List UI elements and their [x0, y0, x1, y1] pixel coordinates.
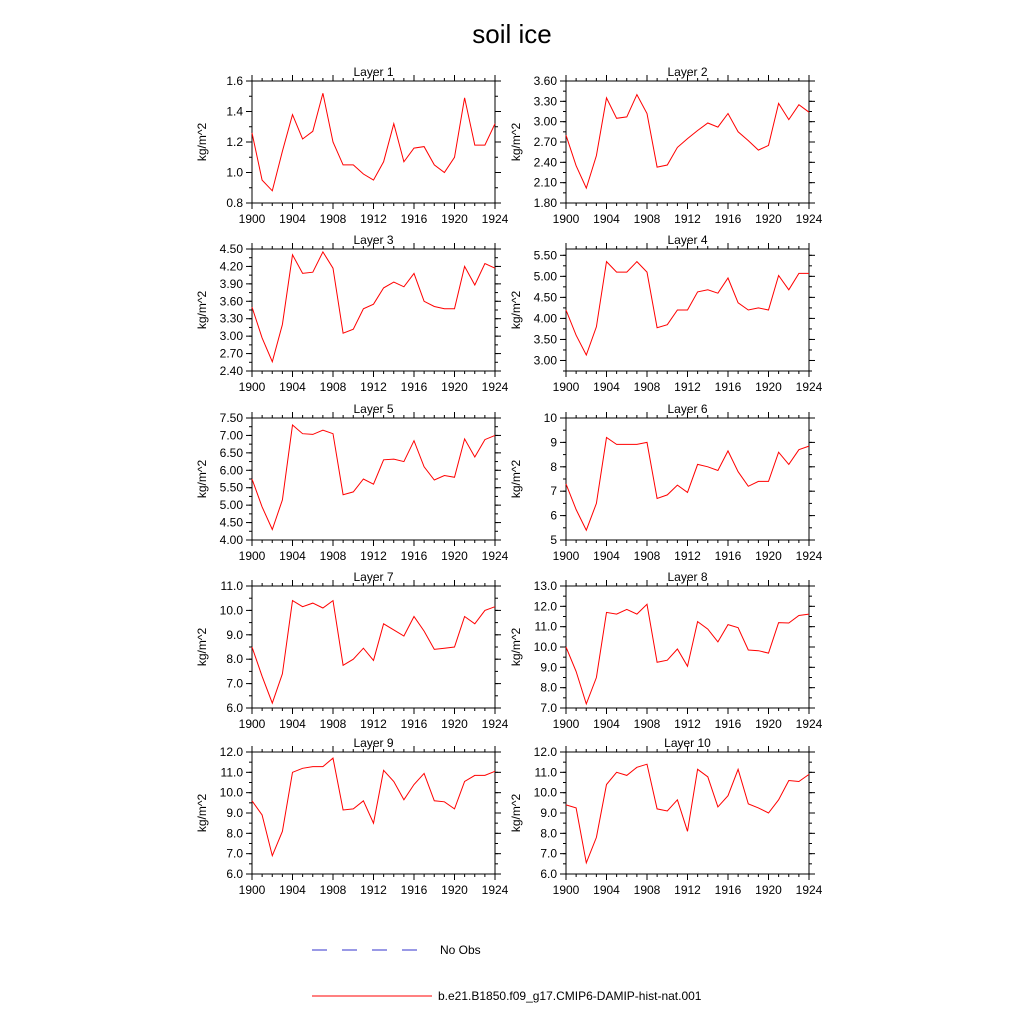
x-tick-label: 1916 — [400, 883, 428, 897]
series-line — [252, 601, 495, 704]
y-tick-label: 4.50 — [533, 290, 557, 305]
x-tick-label: 1912 — [360, 549, 387, 563]
y-tick-label: 1.2 — [226, 135, 243, 149]
panel-title: Layer 9 — [353, 736, 394, 750]
y-tick-label: 3.60 — [533, 74, 557, 88]
x-tick-label: 1916 — [714, 717, 742, 731]
x-tick-label: 1900 — [552, 380, 580, 394]
plot-frame — [252, 586, 495, 708]
x-tick-label: 1924 — [481, 717, 509, 731]
y-tick-label: 2.70 — [219, 346, 243, 361]
y-tick-label: 3.60 — [219, 294, 243, 309]
x-tick-label: 1912 — [360, 883, 387, 897]
series-line — [566, 764, 809, 863]
y-tick-label: 10.0 — [219, 785, 243, 800]
x-tick-label: 1900 — [238, 212, 266, 226]
x-tick-label: 1916 — [400, 212, 428, 226]
series-line — [252, 93, 495, 191]
x-tick-label: 1924 — [481, 549, 509, 563]
x-tick-label: 1904 — [593, 883, 620, 897]
panel-title: Layer 3 — [353, 233, 394, 247]
y-tick-label: 8.0 — [540, 680, 557, 695]
panel-title: Layer 4 — [667, 233, 708, 247]
panel-layer-7 — [195, 570, 509, 731]
x-tick-label: 1916 — [714, 883, 742, 897]
y-tick-label: 10 — [543, 411, 557, 425]
x-tick-label: 1908 — [319, 717, 347, 731]
x-tick-label: 1916 — [714, 212, 742, 226]
panel-title: Layer 6 — [667, 402, 708, 416]
y-tick-label: 11.0 — [220, 579, 243, 593]
plot-frame — [252, 249, 495, 371]
y-tick-label: 6.50 — [219, 445, 243, 460]
panel-layer-4 — [509, 233, 823, 394]
x-tick-label: 1904 — [593, 549, 620, 563]
y-tick-label: 3.00 — [533, 353, 557, 368]
y-axis-label: kg/m^2 — [195, 290, 209, 330]
panel-title: Layer 7 — [353, 570, 394, 584]
y-tick-label: 6.0 — [226, 701, 243, 715]
x-tick-label: 1908 — [633, 717, 661, 731]
x-tick-label: 1900 — [238, 883, 266, 897]
x-tick-label: 1900 — [552, 717, 580, 731]
x-tick-label: 1920 — [755, 212, 782, 226]
x-tick-label: 1920 — [755, 380, 782, 394]
y-tick-label: 11.0 — [534, 619, 557, 634]
x-tick-label: 1920 — [755, 549, 782, 563]
panels-grid — [195, 65, 823, 897]
y-tick-label: 1.4 — [226, 104, 243, 119]
y-tick-label: 3.30 — [533, 94, 557, 109]
x-tick-label: 1912 — [674, 212, 701, 226]
legend-obs-label: No Obs — [440, 943, 481, 957]
plot-frame — [566, 586, 809, 708]
x-tick-label: 1916 — [714, 380, 742, 394]
x-tick-label: 1920 — [441, 212, 468, 226]
y-tick-label: 5 — [550, 533, 557, 547]
y-tick-label: 4.00 — [533, 311, 557, 326]
x-tick-label: 1924 — [481, 380, 509, 394]
y-axis-label: kg/m^2 — [509, 290, 523, 330]
x-tick-label: 1924 — [795, 883, 823, 897]
y-axis-label: kg/m^2 — [509, 459, 523, 499]
y-tick-label: 4.50 — [219, 515, 243, 530]
legend — [312, 943, 702, 1003]
y-tick-label: 7.0 — [226, 846, 243, 861]
series-line — [566, 262, 809, 355]
panel-layer-2 — [509, 65, 823, 226]
x-tick-label: 1912 — [360, 380, 387, 394]
x-tick-label: 1920 — [441, 717, 468, 731]
x-tick-label: 1900 — [238, 549, 266, 563]
x-tick-label: 1900 — [552, 549, 580, 563]
series-line — [252, 758, 495, 856]
y-tick-label: 4.50 — [219, 242, 243, 256]
y-tick-label: 7.0 — [540, 701, 557, 715]
x-tick-label: 1916 — [400, 717, 428, 731]
x-tick-label: 1920 — [441, 549, 468, 563]
series-line — [566, 604, 809, 704]
x-tick-label: 1908 — [633, 380, 661, 394]
y-tick-label: 9.0 — [226, 806, 243, 820]
x-tick-label: 1912 — [360, 212, 387, 226]
x-tick-label: 1924 — [481, 212, 509, 226]
plot-frame — [566, 81, 809, 203]
x-tick-label: 1916 — [400, 549, 428, 563]
x-tick-label: 1912 — [674, 549, 701, 563]
y-tick-label: 8.0 — [226, 826, 243, 841]
panel-title: Layer 2 — [667, 65, 708, 79]
y-tick-label: 10.0 — [219, 603, 243, 618]
y-tick-label: 3.50 — [533, 332, 557, 347]
x-tick-label: 1900 — [552, 883, 580, 897]
panel-layer-9 — [195, 736, 509, 897]
panel-layer-6 — [509, 402, 823, 563]
panel-layer-10 — [509, 736, 823, 897]
y-tick-label: 4.00 — [219, 533, 243, 547]
x-tick-label: 1908 — [633, 549, 661, 563]
y-tick-label: 3.00 — [533, 114, 557, 129]
legend-series-label: b.e21.B1850.f09_g17.CMIP6-DAMIP-hist-nat.001 — [438, 989, 702, 1003]
y-tick-label: 1.6 — [226, 74, 243, 88]
x-tick-label: 1916 — [400, 380, 428, 394]
y-tick-label: 2.40 — [533, 155, 557, 170]
x-tick-label: 1904 — [593, 717, 620, 731]
y-tick-label: 6.00 — [219, 463, 243, 478]
y-axis-label: kg/m^2 — [195, 793, 209, 833]
y-tick-label: 9 — [550, 435, 557, 450]
plot-frame — [252, 418, 495, 540]
x-tick-label: 1920 — [441, 380, 468, 394]
y-tick-label: 12.0 — [533, 599, 557, 614]
y-tick-label: 3.30 — [219, 311, 243, 326]
y-tick-label: 11.0 — [534, 765, 557, 780]
x-tick-label: 1920 — [441, 883, 468, 897]
x-tick-label: 1900 — [238, 717, 266, 731]
y-tick-label: 8 — [550, 459, 557, 474]
x-tick-label: 1908 — [319, 883, 347, 897]
x-tick-label: 1904 — [279, 212, 306, 226]
x-tick-label: 1924 — [795, 212, 823, 226]
y-axis-label: kg/m^2 — [509, 627, 523, 667]
y-tick-label: 3.00 — [219, 329, 243, 344]
panel-title: Layer 8 — [667, 570, 708, 584]
figure-title: soil ice — [472, 19, 552, 49]
y-tick-label: 5.50 — [533, 248, 557, 263]
series-line — [252, 425, 495, 530]
plot-frame — [566, 418, 809, 540]
panel-layer-3 — [195, 233, 509, 394]
y-tick-label: 5.00 — [533, 269, 557, 284]
y-tick-label: 5.50 — [219, 480, 243, 495]
y-tick-label: 8.0 — [226, 652, 243, 667]
y-tick-label: 12.0 — [219, 745, 243, 759]
y-tick-label: 7.50 — [219, 411, 243, 425]
series-line — [566, 438, 809, 531]
x-tick-label: 1924 — [795, 380, 823, 394]
x-tick-label: 1904 — [279, 549, 306, 563]
x-tick-label: 1908 — [319, 212, 347, 226]
y-tick-label: 4.20 — [219, 259, 243, 274]
y-tick-label: 9.0 — [540, 660, 557, 675]
x-tick-label: 1920 — [755, 717, 782, 731]
y-tick-label: 6 — [550, 508, 557, 523]
y-tick-label: 1.0 — [226, 165, 243, 180]
y-tick-label: 7.00 — [219, 428, 243, 443]
y-tick-label: 3.90 — [219, 276, 243, 291]
x-tick-label: 1920 — [755, 883, 782, 897]
x-tick-label: 1900 — [552, 212, 580, 226]
x-tick-label: 1908 — [633, 883, 661, 897]
panel-layer-5 — [195, 402, 509, 563]
y-tick-label: 9.0 — [540, 806, 557, 820]
y-tick-label: 7.0 — [540, 846, 557, 861]
x-tick-label: 1904 — [279, 380, 306, 394]
y-tick-label: 1.80 — [533, 196, 557, 210]
y-tick-label: 2.10 — [533, 175, 557, 190]
x-tick-label: 1908 — [633, 212, 661, 226]
y-axis-label: kg/m^2 — [195, 459, 209, 499]
x-tick-label: 1904 — [593, 212, 620, 226]
x-tick-label: 1912 — [674, 883, 701, 897]
y-tick-label: 9.0 — [226, 627, 243, 642]
y-tick-label: 5.00 — [219, 498, 243, 513]
y-tick-label: 2.70 — [533, 135, 557, 149]
y-tick-label: 0.8 — [226, 196, 243, 210]
x-tick-label: 1904 — [279, 883, 306, 897]
x-tick-label: 1908 — [319, 549, 347, 563]
y-tick-label: 11.0 — [220, 765, 243, 780]
panel-layer-8 — [509, 570, 823, 731]
x-tick-label: 1904 — [593, 380, 620, 394]
y-tick-label: 8.0 — [540, 826, 557, 841]
series-line — [252, 252, 495, 362]
y-tick-label: 6.0 — [540, 867, 557, 881]
series-line — [566, 95, 809, 189]
x-tick-label: 1912 — [360, 717, 387, 731]
panel-title: Layer 10 — [664, 736, 711, 750]
x-tick-label: 1904 — [279, 717, 306, 731]
y-axis-label: kg/m^2 — [195, 122, 209, 162]
y-tick-label: 10.0 — [533, 785, 557, 800]
x-tick-label: 1924 — [795, 549, 823, 563]
x-tick-label: 1924 — [481, 883, 509, 897]
y-tick-label: 13.0 — [533, 579, 557, 593]
x-tick-label: 1916 — [714, 549, 742, 563]
panel-title: Layer 1 — [353, 65, 394, 79]
panel-layer-1 — [195, 65, 509, 226]
y-axis-label: kg/m^2 — [509, 793, 523, 833]
y-axis-label: kg/m^2 — [195, 627, 209, 667]
x-tick-label: 1900 — [238, 380, 266, 394]
y-tick-label: 10.0 — [533, 640, 557, 654]
y-axis-label: kg/m^2 — [509, 122, 523, 162]
plot-frame — [566, 752, 809, 874]
x-tick-label: 1912 — [674, 380, 701, 394]
y-tick-label: 7.0 — [226, 676, 243, 691]
x-tick-label: 1924 — [795, 717, 823, 731]
x-tick-label: 1912 — [674, 717, 701, 731]
y-tick-label: 12.0 — [533, 745, 557, 759]
x-tick-label: 1908 — [319, 380, 347, 394]
plot-frame — [252, 752, 495, 874]
y-tick-label: 2.40 — [219, 364, 243, 378]
y-tick-label: 6.0 — [226, 867, 243, 881]
y-tick-label: 7 — [550, 484, 557, 499]
plot-frame — [252, 81, 495, 203]
panel-title: Layer 5 — [353, 402, 394, 416]
